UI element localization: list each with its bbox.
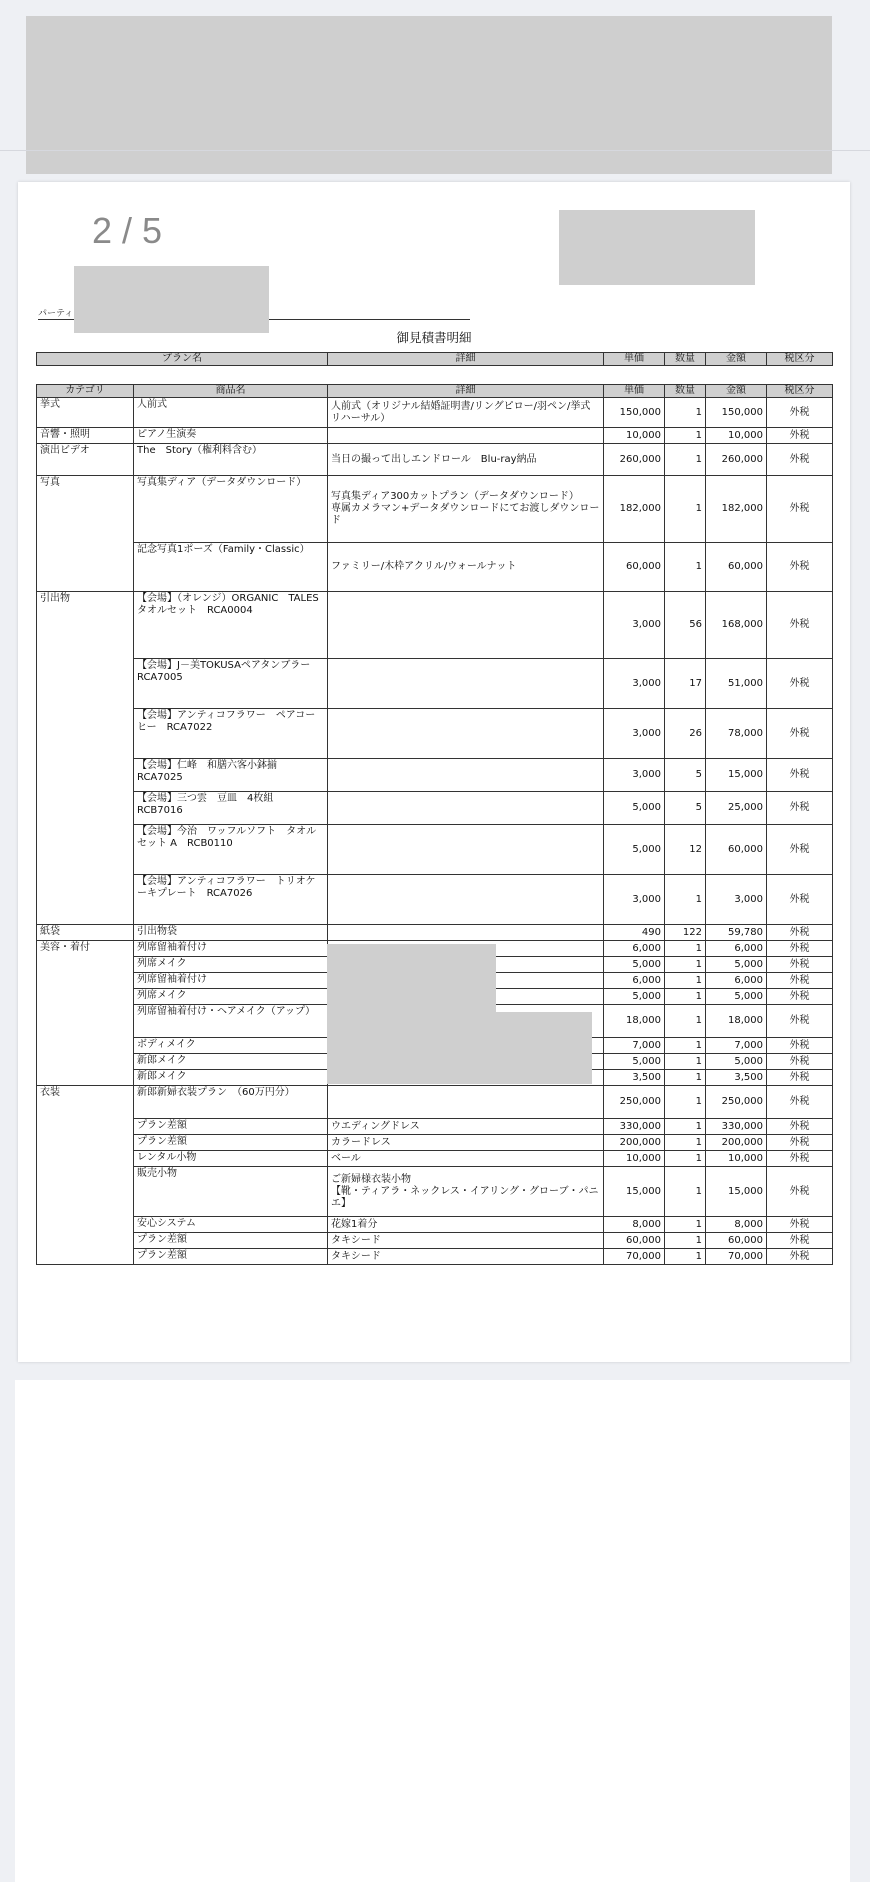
product-cell: 【会場】J－美TOKUSAペアタンブラー RCA7005	[134, 659, 328, 709]
tax-cell: 外税	[767, 659, 833, 709]
amount-cell: 10,000	[706, 1151, 767, 1167]
product-cell: プラン差額	[134, 1135, 328, 1151]
details-cell: 人前式（オリジナル結婚証明書/リングピロー/羽ペン/挙式リハーサル）	[328, 398, 604, 428]
table-row	[37, 1086, 833, 1119]
unit-price-cell: 3,000	[604, 592, 665, 659]
document-title: 御見積書明細	[396, 330, 472, 345]
amount-cell: 3,500	[706, 1070, 767, 1086]
category-cell	[37, 1249, 134, 1265]
tax-cell: 外税	[767, 709, 833, 759]
category-cell	[37, 1054, 134, 1070]
category-cell	[37, 1217, 134, 1233]
tax-cell: 外税	[767, 925, 833, 941]
table-row	[37, 428, 833, 444]
product-cell: 列席留袖着付け・ヘアメイク（アップ）	[134, 1005, 328, 1038]
tax-cell: 外税	[767, 957, 833, 973]
product-cell: プラン差額	[134, 1233, 328, 1249]
product-cell: プラン差額	[134, 1119, 328, 1135]
product-cell: 記念写真1ポーズ（Family・Classic）	[134, 543, 328, 592]
unit-price-cell: 330,000	[604, 1119, 665, 1135]
unit-price-cell: 70,000	[604, 1249, 665, 1265]
unit-price-cell: 7,000	[604, 1038, 665, 1054]
product-cell: 【会場】仁峰 和膳六客小鉢揃 RCA7025	[134, 759, 328, 792]
amount-cell: 168,000	[706, 592, 767, 659]
details-cell	[328, 759, 604, 792]
category-cell	[37, 1038, 134, 1054]
unit-price-cell: 10,000	[604, 428, 665, 444]
product-cell: 列席メイク	[134, 989, 328, 1005]
product-cell: ボディメイク	[134, 1038, 328, 1054]
amount-cell: 60,000	[706, 1233, 767, 1249]
product-cell: ピアノ生演奏	[134, 428, 328, 444]
quantity-cell: 1	[665, 1086, 706, 1119]
details-cell: ご新婦様衣装小物 【靴・ティアラ・ネックレス・イアリング・グローブ・パニエ】	[328, 1167, 604, 1217]
table-row	[37, 659, 833, 709]
amount-cell: 18,000	[706, 1005, 767, 1038]
tax-cell: 外税	[767, 1151, 833, 1167]
product-cell: 【会場】三つ雲 豆皿 4枚組 RCB7016	[134, 792, 328, 825]
details-cell: 当日の撮って出しエンドロール Blu-ray納品	[328, 444, 604, 476]
quantity-cell: 122	[665, 925, 706, 941]
category-cell	[37, 825, 134, 875]
details-cell	[328, 875, 604, 925]
details-cell	[328, 709, 604, 759]
redacted-details-block-2	[327, 1012, 592, 1084]
product-cell: 【会場】（オレンジ）ORGANIC TALES タオルセット RCA0004	[134, 592, 328, 659]
details-cell: ベール	[328, 1151, 604, 1167]
amount-cell: 6,000	[706, 941, 767, 957]
tax-cell: 外税	[767, 398, 833, 428]
category-cell: 写真	[37, 476, 134, 543]
amount-cell: 25,000	[706, 792, 767, 825]
table-row	[37, 1217, 833, 1233]
table-row	[37, 476, 833, 543]
tax-cell: 外税	[767, 592, 833, 659]
unit-price-cell: 6,000	[604, 973, 665, 989]
category-cell: 衣装	[37, 1086, 134, 1119]
table-row	[37, 709, 833, 759]
product-cell: 人前式	[134, 398, 328, 428]
tax-cell: 外税	[767, 1119, 833, 1135]
category-cell	[37, 973, 134, 989]
unit-price-cell: 3,000	[604, 709, 665, 759]
tax-cell: 外税	[767, 1070, 833, 1086]
amount-cell: 60,000	[706, 825, 767, 875]
tax-cell: 外税	[767, 1038, 833, 1054]
table-row	[37, 398, 833, 428]
amount-cell: 15,000	[706, 1167, 767, 1217]
category-cell	[37, 659, 134, 709]
category-cell	[37, 957, 134, 973]
table-row	[37, 592, 833, 659]
quantity-cell: 1	[665, 1070, 706, 1086]
details-cell	[328, 659, 604, 709]
unit-price-cell: 250,000	[604, 1086, 665, 1119]
quantity-cell: 1	[665, 1167, 706, 1217]
quantity-cell: 1	[665, 941, 706, 957]
redacted-details-block-1	[327, 944, 496, 1012]
quantity-cell: 1	[665, 1233, 706, 1249]
plan-quantity-header: 数量	[665, 353, 706, 366]
tax-cell: 外税	[767, 1249, 833, 1265]
tax-cell: 外税	[767, 989, 833, 1005]
table-row	[37, 759, 833, 792]
product-cell: 販売小物	[134, 1167, 328, 1217]
amount-cell: 5,000	[706, 957, 767, 973]
category-cell: 紙袋	[37, 925, 134, 941]
table-row	[37, 792, 833, 825]
category-cell	[37, 543, 134, 592]
product-cell: 引出物袋	[134, 925, 328, 941]
category-cell: 引出物	[37, 592, 134, 659]
unit-price-cell: 10,000	[604, 1151, 665, 1167]
quantity-cell: 1	[665, 1249, 706, 1265]
plan-name-header: プラン名	[37, 353, 328, 366]
product-cell: レンタル小物	[134, 1151, 328, 1167]
quantity-cell: 5	[665, 759, 706, 792]
amount-cell: 260,000	[706, 444, 767, 476]
quantity-cell: 56	[665, 592, 706, 659]
amount-cell: 51,000	[706, 659, 767, 709]
unit-price-cell: 3,000	[604, 759, 665, 792]
quantity-cell: 1	[665, 989, 706, 1005]
category-cell	[37, 1005, 134, 1038]
unit-price-cell: 5,000	[604, 1054, 665, 1070]
quantity-cell: 1	[665, 428, 706, 444]
details-header: 詳細	[328, 385, 604, 398]
redacted-next-page	[15, 1380, 850, 1882]
quantity-cell: 1	[665, 957, 706, 973]
quantity-cell: 1	[665, 1151, 706, 1167]
tax-cell: 外税	[767, 941, 833, 957]
product-cell: プラン差額	[134, 1249, 328, 1265]
tax-cell: 外税	[767, 1167, 833, 1217]
category-cell	[37, 1070, 134, 1086]
unit-price-cell: 3,000	[604, 659, 665, 709]
amount-cell: 3,000	[706, 875, 767, 925]
product-cell: 安心システム	[134, 1217, 328, 1233]
product-cell: 新郎メイク	[134, 1070, 328, 1086]
product-cell: 列席留袖着付け	[134, 941, 328, 957]
quantity-cell: 17	[665, 659, 706, 709]
tax-cell: 外税	[767, 1086, 833, 1119]
tax-cell: 外税	[767, 1217, 833, 1233]
table-row	[37, 1151, 833, 1167]
quantity-cell: 12	[665, 825, 706, 875]
amount-cell: 7,000	[706, 1038, 767, 1054]
details-cell	[328, 925, 604, 941]
unit-price-cell: 60,000	[604, 1233, 665, 1249]
amount-cell: 70,000	[706, 1249, 767, 1265]
category-cell	[37, 989, 134, 1005]
unit-price-cell: 200,000	[604, 1135, 665, 1151]
tax-cell: 外税	[767, 973, 833, 989]
product-cell: 列席留袖着付け	[134, 973, 328, 989]
plan-amount-header: 金額	[706, 353, 767, 366]
category-cell: 音響・照明	[37, 428, 134, 444]
amount-cell: 150,000	[706, 398, 767, 428]
category-cell	[37, 875, 134, 925]
category-cell	[37, 1151, 134, 1167]
category-cell: 美容・着付	[37, 941, 134, 957]
table-row	[37, 1119, 833, 1135]
redacted-party-name	[74, 266, 269, 333]
page-divider	[0, 150, 870, 151]
quantity-cell: 1	[665, 398, 706, 428]
plan-tax-header: 税区分	[767, 353, 833, 366]
details-cell: 花嫁1着分	[328, 1217, 604, 1233]
table-row	[37, 925, 833, 941]
unit-price-cell: 18,000	[604, 1005, 665, 1038]
table-row	[37, 543, 833, 592]
details-cell	[328, 428, 604, 444]
amount-header: 金額	[706, 385, 767, 398]
tax-cell: 外税	[767, 428, 833, 444]
category-cell	[37, 1135, 134, 1151]
unit-price-cell: 3,500	[604, 1070, 665, 1086]
category-cell	[37, 709, 134, 759]
unit-price-cell: 150,000	[604, 398, 665, 428]
table-row	[37, 444, 833, 476]
unit-price-cell: 5,000	[604, 825, 665, 875]
unit-price-cell: 260,000	[604, 444, 665, 476]
unit-price-cell: 15,000	[604, 1167, 665, 1217]
quantity-cell: 1	[665, 973, 706, 989]
details-cell: タキシード	[328, 1233, 604, 1249]
unit-price-cell: 6,000	[604, 941, 665, 957]
unit-price-cell: 5,000	[604, 989, 665, 1005]
tax-cell: 外税	[767, 759, 833, 792]
party-label: パーティ	[38, 309, 74, 319]
category-cell	[37, 1233, 134, 1249]
amount-cell: 5,000	[706, 989, 767, 1005]
details-cell: タキシード	[328, 1249, 604, 1265]
product-cell: 列席メイク	[134, 957, 328, 973]
estimate-items-table	[36, 384, 833, 1265]
product-cell: 【会場】アンティコフラワー トリオケーキプレート RCA7026	[134, 875, 328, 925]
details-cell: 写真集ディア300カットプラン（データダウンロード） 専属カメラマン+データダウンロードにてお渡しダウンロード	[328, 476, 604, 543]
category-cell	[37, 759, 134, 792]
tax-cell: 外税	[767, 444, 833, 476]
category-cell	[37, 1167, 134, 1217]
page-indicator: 2 / 5	[92, 210, 163, 251]
plan-header-table	[36, 352, 833, 366]
quantity-cell: 5	[665, 792, 706, 825]
quantity-cell: 1	[665, 1119, 706, 1135]
amount-cell: 15,000	[706, 759, 767, 792]
product-cell: The Story（権利料含む）	[134, 444, 328, 476]
details-cell: ウエディングドレス	[328, 1119, 604, 1135]
quantity-header: 数量	[665, 385, 706, 398]
unit-price-cell: 5,000	[604, 792, 665, 825]
category-header: カテゴリ	[37, 385, 134, 398]
product-header: 商品名	[134, 385, 328, 398]
amount-cell: 78,000	[706, 709, 767, 759]
unit-price-cell: 3,000	[604, 875, 665, 925]
quantity-cell: 1	[665, 875, 706, 925]
amount-cell: 60,000	[706, 543, 767, 592]
category-cell: 挙式	[37, 398, 134, 428]
unit-price-cell: 182,000	[604, 476, 665, 543]
tax-cell: 外税	[767, 1054, 833, 1070]
estimate-page	[18, 182, 850, 1362]
amount-cell: 10,000	[706, 428, 767, 444]
quantity-cell: 1	[665, 444, 706, 476]
details-cell: ファミリー/木枠アクリル/ウォールナット	[328, 543, 604, 592]
tax-cell: 外税	[767, 543, 833, 592]
unit-price-cell: 60,000	[604, 543, 665, 592]
amount-cell: 182,000	[706, 476, 767, 543]
quantity-cell: 1	[665, 1038, 706, 1054]
amount-cell: 59,780	[706, 925, 767, 941]
redacted-logo-block	[559, 210, 755, 285]
tax-cell: 外税	[767, 1233, 833, 1249]
quantity-cell: 1	[665, 1005, 706, 1038]
tax-cell: 外税	[767, 476, 833, 543]
details-cell	[328, 1086, 604, 1119]
amount-cell: 8,000	[706, 1217, 767, 1233]
product-cell: 新郎新婦衣装プラン （60万円分）	[134, 1086, 328, 1119]
unit-price-cell: 8,000	[604, 1217, 665, 1233]
category-cell: 演出ビデオ	[37, 444, 134, 476]
tax-cell: 外税	[767, 1135, 833, 1151]
amount-cell: 200,000	[706, 1135, 767, 1151]
details-cell	[328, 792, 604, 825]
quantity-cell: 26	[665, 709, 706, 759]
quantity-cell: 1	[665, 1135, 706, 1151]
tax-cell: 外税	[767, 792, 833, 825]
plan-unit-price-header: 単価	[604, 353, 665, 366]
plan-details-header: 詳細	[328, 353, 604, 366]
details-cell	[328, 825, 604, 875]
table-row	[37, 875, 833, 925]
category-cell	[37, 1119, 134, 1135]
unit-price-header: 単価	[604, 385, 665, 398]
amount-cell: 330,000	[706, 1119, 767, 1135]
amount-cell: 5,000	[706, 1054, 767, 1070]
unit-price-cell: 5,000	[604, 957, 665, 973]
quantity-cell: 1	[665, 476, 706, 543]
product-cell: 写真集ディア（データダウンロード）	[134, 476, 328, 543]
tax-cell: 外税	[767, 825, 833, 875]
quantity-cell: 1	[665, 1054, 706, 1070]
unit-price-cell: 490	[604, 925, 665, 941]
quantity-cell: 1	[665, 543, 706, 592]
tax-cell: 外税	[767, 875, 833, 925]
details-cell	[328, 592, 604, 659]
table-row	[37, 1167, 833, 1217]
table-row	[37, 1233, 833, 1249]
quantity-cell: 1	[665, 1217, 706, 1233]
tax-header: 税区分	[767, 385, 833, 398]
details-cell: カラードレス	[328, 1135, 604, 1151]
table-row	[37, 1249, 833, 1265]
category-cell	[37, 792, 134, 825]
amount-cell: 250,000	[706, 1086, 767, 1119]
product-cell: 新郎メイク	[134, 1054, 328, 1070]
tax-cell: 外税	[767, 1005, 833, 1038]
product-cell: 【会場】アンティコフラワー ペアコーヒー RCA7022	[134, 709, 328, 759]
amount-cell: 6,000	[706, 973, 767, 989]
table-row	[37, 1135, 833, 1151]
product-cell: 【会場】今治 ワッフルソフト タオルセット A RCB0110	[134, 825, 328, 875]
table-row	[37, 825, 833, 875]
